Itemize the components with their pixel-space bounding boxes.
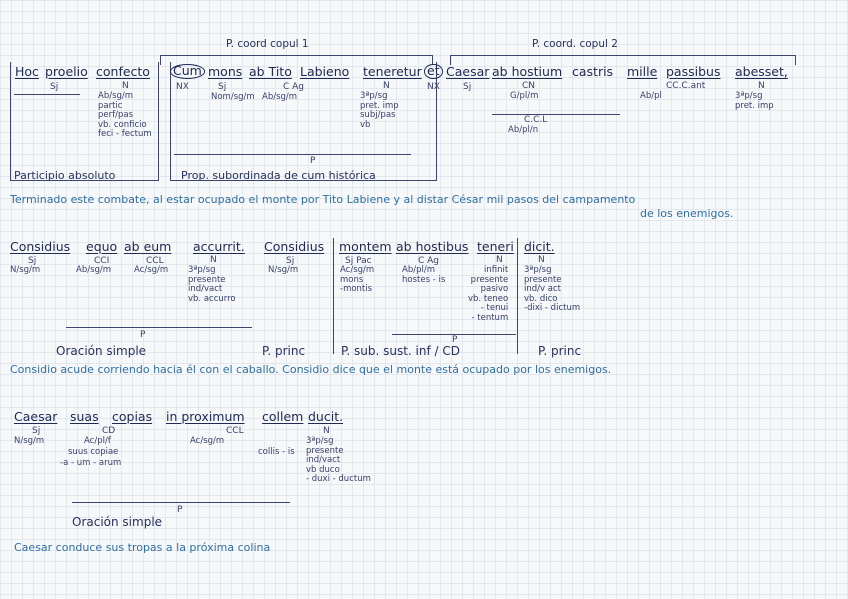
morph-ab-eum: Ac/sg/m xyxy=(134,265,169,275)
word-proelio: proelio xyxy=(45,64,88,79)
morph-considius-2: N/sg/m xyxy=(268,265,299,275)
morph-caesar-3: N/sg/m xyxy=(14,436,45,446)
label-oracion-simple-2: Oración simple xyxy=(56,344,147,358)
underline-oracion-2 xyxy=(66,327,252,328)
morph-equo: Ab/sg/m xyxy=(76,265,112,275)
mark-c-ag-2: C Ag xyxy=(418,256,440,266)
bracket-coord-2-right xyxy=(795,55,796,65)
word-copias: copias xyxy=(112,409,153,424)
mark-n-teneretur: N xyxy=(383,81,390,91)
word-suas: suas xyxy=(70,409,99,424)
word-et: et xyxy=(424,64,443,79)
mark-sj-2a: Sj xyxy=(28,256,37,266)
mark-nx-1: NX xyxy=(176,82,189,92)
mark-sj-pac: Sj Pac xyxy=(345,256,372,266)
word-mons: mons xyxy=(208,64,243,79)
morph-teneri: infinit presente pasivo vb. teneo - tenui - tentum xyxy=(468,265,509,323)
morph-hostibus: Ab/pl/m hostes - is xyxy=(402,265,446,285)
word-mille: mille xyxy=(627,64,658,79)
morph-considius-1: N/sg/m xyxy=(10,265,41,275)
word-montem: montem xyxy=(339,239,392,254)
mark-n-ducit: N xyxy=(323,426,330,436)
word-abesset: abesset, xyxy=(735,64,788,79)
mark-cci: CCI xyxy=(94,256,110,266)
morph-mons: Nom/sg/m xyxy=(211,92,255,102)
mark-sj-caesar: Sj xyxy=(463,82,472,92)
word-cum: Cum xyxy=(170,64,205,79)
mark-n-accurrit: N xyxy=(210,255,217,265)
label-participio: Participio absoluto xyxy=(14,169,116,182)
label-oracion-simple-3: Oración simple xyxy=(72,515,163,529)
mark-c-ag-1: C Ag xyxy=(283,82,305,92)
morph-collem: Ac/sg/m xyxy=(190,436,225,446)
morph-abesset: 3ªp/sg pret. imp xyxy=(735,91,774,111)
word-ducit: ducit. xyxy=(308,409,344,424)
morph-montem: Ac/sg/m mons -montis xyxy=(340,265,375,295)
mark-n-abesset: N xyxy=(758,81,765,91)
morph-hostium: G/pl/m xyxy=(510,91,539,101)
label-psub: P. sub. sust. inf / CD xyxy=(341,344,460,358)
word-caesar-3: Caesar xyxy=(14,409,58,424)
mark-ccl-2: CCL xyxy=(146,256,164,266)
morph-castris: Ab/pl/n xyxy=(508,125,539,135)
mark-sj-2b: Sj xyxy=(286,256,295,266)
mark-ccl-1: C.C.L xyxy=(524,115,548,125)
word-ab-hostibus: ab hostibus xyxy=(396,239,469,254)
mark-p-2a: P xyxy=(140,330,146,340)
mark-sj-mons: Sj xyxy=(218,82,227,92)
translation-1-line2: de los enemigos. xyxy=(640,207,734,220)
word-ab-tito: ab Tito xyxy=(249,64,292,79)
word-confecto: confecto xyxy=(96,64,150,79)
label-p-coord-1: P. coord copul 1 xyxy=(226,38,309,50)
morph-passibus: Ab/pl xyxy=(640,91,662,101)
mark-cd: CD xyxy=(102,426,116,436)
translation-2: Considio acude corriendo hacia él con el caballo. Considio dice que el monte está ocupado por los enemigos. xyxy=(10,363,612,376)
translation-1-line1: Terminado este combate, al estar ocupado el monte por Tito Labiene y al distar César mil pasos del campamento xyxy=(10,193,636,206)
word-dicit: dicit. xyxy=(524,239,555,254)
word-caesar-1: Caesar xyxy=(446,64,490,79)
word-ab-hostium: ab hostium xyxy=(492,64,563,79)
word-considius-2: Considius xyxy=(264,239,325,254)
mark-p-2b: P xyxy=(452,335,458,345)
word-considius-1: Considius xyxy=(10,239,71,254)
morph-a-um-arum: -a - um - arum xyxy=(60,458,122,468)
label-p-princ-2: P. princ xyxy=(538,344,582,358)
underline-ccl-1 xyxy=(492,114,620,115)
mark-n-confecto: N xyxy=(122,81,129,91)
morph-collis: collis - is xyxy=(258,447,295,457)
label-p-princ-1: P. princ xyxy=(262,344,306,358)
mark-p-3: P xyxy=(177,505,183,515)
mark-nx-2: NX xyxy=(427,82,440,92)
mark-cn: CN xyxy=(522,81,536,91)
bracket-coord-1-top xyxy=(160,55,432,56)
bracket-coord-1-left xyxy=(160,55,161,65)
word-labieno: Labieno xyxy=(300,64,350,79)
morph-labieno: Ab/sg/m xyxy=(262,92,298,102)
mark-p-1: P xyxy=(310,156,316,166)
underline-prop xyxy=(174,154,411,155)
underline-oracion-3 xyxy=(72,502,290,503)
label-p-coord-2: P. coord. copul 2 xyxy=(532,38,618,50)
morph-dicit: 3ªp/sg presente ind/v act vb. dico -dixi - dictum xyxy=(524,265,581,314)
word-castris: castris xyxy=(572,64,614,79)
underline-sj-1 xyxy=(14,94,80,95)
morph-suus-copiae: suus copiae xyxy=(68,447,119,457)
mark-n-dicit: N xyxy=(538,255,545,265)
word-teneretur: teneretur xyxy=(363,64,422,79)
morph-accurrit: 3ªp/sg presente ind/vact vb. accurro xyxy=(188,265,236,304)
word-teneri: teneri xyxy=(477,239,514,254)
word-in-proximum: in proximum xyxy=(166,409,245,424)
bracket-coord-2-top xyxy=(450,55,795,56)
word-collem: collem xyxy=(262,409,304,424)
morph-copias: Ac/pl/f xyxy=(84,436,111,446)
word-accurrit: accurrit. xyxy=(193,239,245,254)
word-passibus: passibus xyxy=(666,64,721,79)
morph-teneretur: 3ªp/sg pret. imp subj/pas vb xyxy=(360,91,399,130)
mark-cccant: CC.C.ant xyxy=(666,81,706,91)
word-equo: equo xyxy=(86,239,118,254)
mark-sj-3: Sj xyxy=(32,426,41,436)
morph-ducit: 3ªp/sg presente ind/vact vb duco - duxi - ductum xyxy=(306,436,371,485)
translation-3: Caesar conduce sus tropas a la próxima colina xyxy=(14,541,271,554)
label-prop-sub: Prop. subordinada de cum histórica xyxy=(181,169,376,182)
mark-n-teneri: N xyxy=(496,255,503,265)
word-ab-eum: ab eum xyxy=(124,239,172,254)
mark-ccl-3: CCL xyxy=(226,426,244,436)
mark-sj-1: Sj xyxy=(50,82,59,92)
word-hoc: Hoc xyxy=(15,64,39,79)
morph-confecto: Ab/sg/m partic perf/pas vb. conficio feci - fectum xyxy=(98,91,152,140)
bracket-sub-right xyxy=(517,238,518,354)
